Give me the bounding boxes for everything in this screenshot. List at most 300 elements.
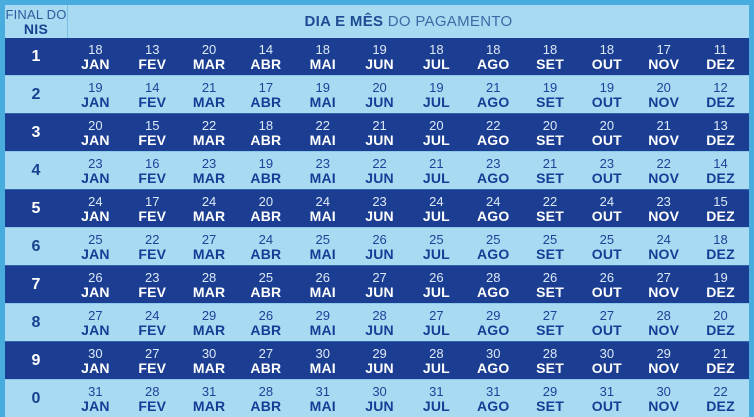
payment-month: FEV xyxy=(138,359,167,376)
payment-date-cell xyxy=(181,190,238,227)
payment-day: 28 xyxy=(145,383,160,399)
payment-day: 29 xyxy=(201,307,217,323)
payment-date-cell xyxy=(522,380,579,417)
payment-date-cell xyxy=(181,114,238,151)
payment-day: 14 xyxy=(713,155,728,171)
payment-date-cell xyxy=(692,266,749,303)
payment-month: SET xyxy=(536,397,564,414)
payment-date-cell xyxy=(578,38,635,75)
table-row xyxy=(5,75,749,113)
table-row xyxy=(5,227,749,265)
payment-date-cell xyxy=(237,266,294,303)
payment-day: 21 xyxy=(656,117,671,133)
payment-date-cell xyxy=(465,38,522,75)
payment-day: 19 xyxy=(88,79,103,95)
payment-month: SET xyxy=(536,131,564,148)
payment-month: DEZ xyxy=(706,93,735,110)
payment-date-cell xyxy=(465,190,522,227)
payment-day: 27 xyxy=(542,307,558,323)
payment-month: JAN xyxy=(81,245,110,262)
payment-date-cell xyxy=(522,114,579,151)
payment-date-cell xyxy=(181,342,238,379)
payment-month: NOV xyxy=(648,169,680,186)
payment-month: MAI xyxy=(309,397,336,414)
payment-date-cell xyxy=(67,76,124,113)
payment-month: AGO xyxy=(476,207,510,224)
payment-month: MAR xyxy=(192,207,226,224)
nis-header-line2: NIS xyxy=(23,20,49,37)
payment-date-cell xyxy=(408,152,465,189)
payment-day: 19 xyxy=(372,41,387,57)
payment-month: DEZ xyxy=(706,207,735,224)
payment-day: 24 xyxy=(201,193,217,209)
payment-day: 13 xyxy=(713,117,728,133)
payment-date-cell xyxy=(67,266,124,303)
payment-date-cell xyxy=(181,152,238,189)
payment-day: 23 xyxy=(485,155,501,171)
payment-day: 15 xyxy=(145,117,160,133)
payment-date-cell xyxy=(692,152,749,189)
payment-date-cell xyxy=(408,266,465,303)
payment-month: MAR xyxy=(192,397,226,414)
payment-day: 27 xyxy=(599,307,615,323)
payment-month: NOV xyxy=(648,283,680,300)
payment-date-cell xyxy=(408,190,465,227)
payment-date-cell xyxy=(465,342,522,379)
payment-date-cell xyxy=(237,228,294,265)
payment-day: 30 xyxy=(485,345,501,361)
payment-date-cell xyxy=(522,228,579,265)
payment-date-cell xyxy=(578,266,635,303)
title-regular-part: DO PAGAMENTO xyxy=(383,13,513,30)
payment-month: MAI xyxy=(309,283,336,300)
table-row xyxy=(5,151,749,189)
payment-day: 28 xyxy=(542,345,558,361)
payment-day: 17 xyxy=(656,41,671,57)
payment-month: SET xyxy=(536,169,564,186)
payment-date-cell xyxy=(578,304,635,341)
payment-date-cell xyxy=(351,38,408,75)
payment-day: 18 xyxy=(315,41,330,57)
payment-date-cell xyxy=(635,190,692,227)
payment-month: JUN xyxy=(365,93,394,110)
payment-day: 20 xyxy=(542,117,558,133)
payment-day: 30 xyxy=(201,345,217,361)
payment-month: OUT xyxy=(591,359,622,376)
payment-date-cell xyxy=(692,114,749,151)
payment-date-cell xyxy=(465,304,522,341)
payment-date-cell xyxy=(578,228,635,265)
payment-date-cell xyxy=(351,152,408,189)
payment-month: AGO xyxy=(476,55,510,72)
payment-month: DEZ xyxy=(706,397,735,414)
payment-month: FEV xyxy=(138,169,167,186)
payment-date-cell xyxy=(522,266,579,303)
payment-day: 19 xyxy=(315,79,330,95)
payment-day: 28 xyxy=(429,345,444,361)
payment-day: 24 xyxy=(258,231,274,247)
payment-day: 23 xyxy=(372,193,387,209)
payment-day: 13 xyxy=(145,41,160,57)
payment-day: 28 xyxy=(201,269,217,285)
payment-day: 19 xyxy=(258,155,274,171)
payment-date-cell xyxy=(67,152,124,189)
payment-date-cell xyxy=(522,304,579,341)
payment-day: 26 xyxy=(315,269,330,285)
payment-date-cell xyxy=(181,38,238,75)
payment-month: DEZ xyxy=(706,321,735,338)
payment-day: 25 xyxy=(542,231,558,247)
payment-date-cell xyxy=(67,380,124,417)
payment-month: DEZ xyxy=(706,283,735,300)
payment-day: 23 xyxy=(201,155,217,171)
nis-digit-cell: 8 xyxy=(31,313,41,331)
payment-day: 30 xyxy=(315,345,330,361)
payment-day: 18 xyxy=(429,41,444,57)
payment-day: 23 xyxy=(88,155,103,171)
payment-date-cell xyxy=(124,38,181,75)
payment-date-cell xyxy=(294,228,351,265)
payment-date-cell xyxy=(237,38,294,75)
nis-header-line1: FINAL DO xyxy=(5,6,67,22)
payment-day: 31 xyxy=(485,383,501,399)
payment-date-cell xyxy=(67,38,124,75)
payment-date-cell xyxy=(294,190,351,227)
payment-month: MAR xyxy=(192,321,226,338)
payment-date-cell xyxy=(635,380,692,417)
payment-day: 31 xyxy=(429,383,444,399)
payment-date-cell xyxy=(692,38,749,75)
payment-month: FEV xyxy=(138,397,167,414)
payment-day: 25 xyxy=(315,231,330,247)
payment-date-cell xyxy=(578,380,635,417)
payment-day: 18 xyxy=(713,231,728,247)
payment-month: DEZ xyxy=(706,245,735,262)
payment-day: 21 xyxy=(429,155,444,171)
nis-digit-cell: 1 xyxy=(31,47,41,65)
payment-day: 27 xyxy=(201,231,217,247)
payment-date-cell xyxy=(465,228,522,265)
payment-date-cell xyxy=(294,266,351,303)
nis-column-header xyxy=(5,5,68,38)
payment-month: JUL xyxy=(422,397,450,414)
payment-date-cell xyxy=(67,304,124,341)
payment-date-cell xyxy=(294,114,351,151)
payment-day: 31 xyxy=(315,383,330,399)
payment-month: JUL xyxy=(422,245,450,262)
payment-month: OUT xyxy=(591,93,622,110)
table-row xyxy=(5,38,749,75)
payment-date-cell xyxy=(522,76,579,113)
payment-month: FEV xyxy=(138,283,167,300)
payment-day: 29 xyxy=(372,345,387,361)
payment-month: OUT xyxy=(591,397,622,414)
payment-day: 27 xyxy=(88,307,103,323)
payment-day: 30 xyxy=(88,345,103,361)
payment-day: 19 xyxy=(713,269,728,285)
payment-date-cell xyxy=(578,342,635,379)
payment-month: ABR xyxy=(250,397,282,414)
payment-day: 26 xyxy=(542,269,558,285)
payment-day: 19 xyxy=(542,79,558,95)
payment-date-cell xyxy=(351,380,408,417)
payment-month: JUL xyxy=(422,321,450,338)
payment-date-cell xyxy=(692,228,749,265)
payment-month: FEV xyxy=(138,321,167,338)
payment-day: 14 xyxy=(258,41,274,57)
payment-month: OUT xyxy=(591,169,622,186)
payment-date-cell xyxy=(635,228,692,265)
payment-date-cell xyxy=(351,76,408,113)
nis-digit-cell: 0 xyxy=(31,389,41,407)
payment-date-cell xyxy=(465,76,522,113)
payment-date-cell xyxy=(351,114,408,151)
payment-date-cell xyxy=(237,190,294,227)
payment-month: MAI xyxy=(309,169,336,186)
payment-day: 27 xyxy=(429,307,444,323)
payment-day: 22 xyxy=(656,155,671,171)
payment-day: 19 xyxy=(429,79,444,95)
payment-month: SET xyxy=(536,283,564,300)
table-body xyxy=(5,38,749,417)
payment-month: NOV xyxy=(648,397,680,414)
payment-month: JAN xyxy=(81,207,110,224)
payment-month: MAR xyxy=(192,131,226,148)
table-row xyxy=(5,379,749,417)
nis-digit-cell: 3 xyxy=(31,123,41,141)
payment-month: DEZ xyxy=(706,169,735,186)
payment-month: JUN xyxy=(365,169,394,186)
payment-day: 22 xyxy=(542,193,558,209)
nis-digit-cell: 5 xyxy=(31,199,41,217)
payment-date-cell xyxy=(408,76,465,113)
payment-day: 26 xyxy=(599,269,615,285)
payment-month: SET xyxy=(536,55,564,72)
payment-month: SET xyxy=(536,321,564,338)
payment-day: 25 xyxy=(258,269,274,285)
payment-day: 20 xyxy=(88,117,103,133)
payment-date-cell xyxy=(237,304,294,341)
payment-day: 18 xyxy=(542,41,558,57)
payment-month: FEV xyxy=(138,131,167,148)
payment-table xyxy=(5,5,749,417)
payment-date-cell xyxy=(522,152,579,189)
payment-month: AGO xyxy=(476,359,510,376)
payment-date-cell xyxy=(408,114,465,151)
payment-month: MAI xyxy=(309,131,336,148)
payment-month: JUL xyxy=(422,93,450,110)
payment-date-cell xyxy=(181,228,238,265)
payment-month: MAR xyxy=(192,359,226,376)
payment-month: MAI xyxy=(309,245,336,262)
payment-day: 21 xyxy=(485,79,501,95)
payment-date-cell xyxy=(465,114,522,151)
payment-day: 25 xyxy=(429,231,444,247)
payment-month: FEV xyxy=(138,55,167,72)
payment-day: 20 xyxy=(713,307,728,323)
payment-month: AGO xyxy=(476,93,510,110)
payment-month: JAN xyxy=(81,397,110,414)
payment-month: MAR xyxy=(192,93,226,110)
payment-month: ABR xyxy=(250,55,282,72)
payment-day: 21 xyxy=(713,345,728,361)
payment-month: JAN xyxy=(81,131,110,148)
payment-day: 12 xyxy=(713,79,728,95)
payment-day: 23 xyxy=(315,155,330,171)
payment-day: 24 xyxy=(88,193,103,209)
payment-date-cell xyxy=(294,38,351,75)
payment-date-cell xyxy=(692,304,749,341)
payment-day: 30 xyxy=(656,383,671,399)
payment-day: 17 xyxy=(258,79,274,95)
payment-day: 18 xyxy=(88,41,103,57)
payment-date-cell xyxy=(351,342,408,379)
payment-day: 23 xyxy=(599,155,615,171)
payment-date-cell xyxy=(124,76,181,113)
payment-month: JAN xyxy=(81,169,110,186)
payment-date-cell xyxy=(124,266,181,303)
payment-day: 30 xyxy=(372,383,387,399)
payment-month: ABR xyxy=(250,93,282,110)
payment-date-cell xyxy=(124,380,181,417)
payment-day: 20 xyxy=(258,193,274,209)
payment-month: NOV xyxy=(648,245,680,262)
payment-date-cell xyxy=(237,342,294,379)
payment-day: 17 xyxy=(145,193,160,209)
payment-day: 19 xyxy=(599,79,615,95)
payment-date-cell xyxy=(522,342,579,379)
payment-month: SET xyxy=(536,93,564,110)
payment-day: 20 xyxy=(656,79,671,95)
payment-month: MAR xyxy=(192,245,226,262)
payment-date-cell xyxy=(692,76,749,113)
payment-month: JUL xyxy=(422,283,450,300)
payment-date-cell xyxy=(237,152,294,189)
payment-month: AGO xyxy=(476,283,510,300)
title-bold-part: DIA E MÊS xyxy=(304,13,384,30)
payment-date-cell xyxy=(692,190,749,227)
payment-month: MAR xyxy=(192,283,226,300)
payment-day: 23 xyxy=(145,269,160,285)
payment-month: SET xyxy=(536,245,564,262)
payment-month: OUT xyxy=(591,245,622,262)
payment-date-cell xyxy=(181,76,238,113)
payment-day: 18 xyxy=(485,41,501,57)
payment-date-cell xyxy=(692,380,749,417)
payment-month: JUN xyxy=(365,397,394,414)
payment-month: OUT xyxy=(591,321,622,338)
payment-month: NOV xyxy=(648,55,680,72)
payment-month: JUN xyxy=(365,359,394,376)
nis-digit-cell: 9 xyxy=(31,351,41,369)
payment-day: 28 xyxy=(372,307,387,323)
payment-month: OUT xyxy=(591,283,622,300)
payment-month: ABR xyxy=(250,245,282,262)
payment-month: AGO xyxy=(476,169,510,186)
payment-day: 26 xyxy=(88,269,103,285)
payment-month: JUN xyxy=(365,55,394,72)
payment-month: NOV xyxy=(648,131,680,148)
payment-date-cell xyxy=(181,380,238,417)
payment-date-cell xyxy=(67,228,124,265)
payment-day: 28 xyxy=(656,307,671,323)
payment-date-cell xyxy=(124,304,181,341)
payment-date-cell xyxy=(124,152,181,189)
payment-month: AGO xyxy=(476,131,510,148)
payment-date-cell xyxy=(635,76,692,113)
payment-day: 18 xyxy=(599,41,615,57)
payment-day: 22 xyxy=(372,155,387,171)
payment-month: NOV xyxy=(648,321,680,338)
payment-month: MAI xyxy=(309,207,336,224)
payment-month: OUT xyxy=(591,207,622,224)
payment-date-cell xyxy=(635,114,692,151)
payment-month: OUT xyxy=(591,131,622,148)
table-row xyxy=(5,189,749,227)
payment-day: 26 xyxy=(429,269,444,285)
payment-date-cell xyxy=(181,304,238,341)
nis-digit-cell: 2 xyxy=(31,85,41,103)
payment-date-cell xyxy=(351,228,408,265)
payment-day: 27 xyxy=(258,345,274,361)
payment-date-cell xyxy=(294,304,351,341)
nis-digit-cell: 7 xyxy=(31,275,41,293)
payment-date-cell xyxy=(408,380,465,417)
payment-date-cell xyxy=(465,152,522,189)
payment-day: 22 xyxy=(485,117,501,133)
payment-month: MAR xyxy=(192,55,226,72)
payment-month: NOV xyxy=(648,359,680,376)
payment-day: 20 xyxy=(372,79,387,95)
payment-day: 24 xyxy=(315,193,330,209)
payment-day: 26 xyxy=(258,307,274,323)
payment-month: JAN xyxy=(81,93,110,110)
payment-day: 22 xyxy=(201,117,217,133)
payment-month: ABR xyxy=(250,169,282,186)
payment-day: 22 xyxy=(713,383,728,399)
payment-date-cell xyxy=(294,342,351,379)
payment-month: OUT xyxy=(591,55,622,72)
payment-date-cell xyxy=(522,38,579,75)
payment-date-cell xyxy=(578,76,635,113)
payment-month: JUN xyxy=(365,283,394,300)
payment-month: JAN xyxy=(81,283,110,300)
payment-month: MAI xyxy=(309,55,336,72)
payment-day: 27 xyxy=(372,269,387,285)
payment-day: 22 xyxy=(145,231,160,247)
payment-month: MAI xyxy=(309,93,336,110)
payment-day: 22 xyxy=(315,117,330,133)
payment-date-cell xyxy=(124,342,181,379)
payment-month: ABR xyxy=(250,283,282,300)
payment-date-cell xyxy=(635,266,692,303)
payment-month: ABR xyxy=(250,131,282,148)
payment-date-cell xyxy=(408,38,465,75)
payment-date-cell xyxy=(408,304,465,341)
payment-month: JAN xyxy=(81,55,110,72)
payment-day: 27 xyxy=(145,345,160,361)
payment-month: FEV xyxy=(138,207,167,224)
payment-month: DEZ xyxy=(706,131,735,148)
table-row xyxy=(5,265,749,303)
payment-date-cell xyxy=(578,190,635,227)
payment-date-cell xyxy=(124,228,181,265)
payment-month: JUN xyxy=(365,321,394,338)
payment-day: 21 xyxy=(372,117,387,133)
payment-month: ABR xyxy=(250,359,282,376)
payment-month: ABR xyxy=(250,321,282,338)
payment-date-cell xyxy=(181,266,238,303)
